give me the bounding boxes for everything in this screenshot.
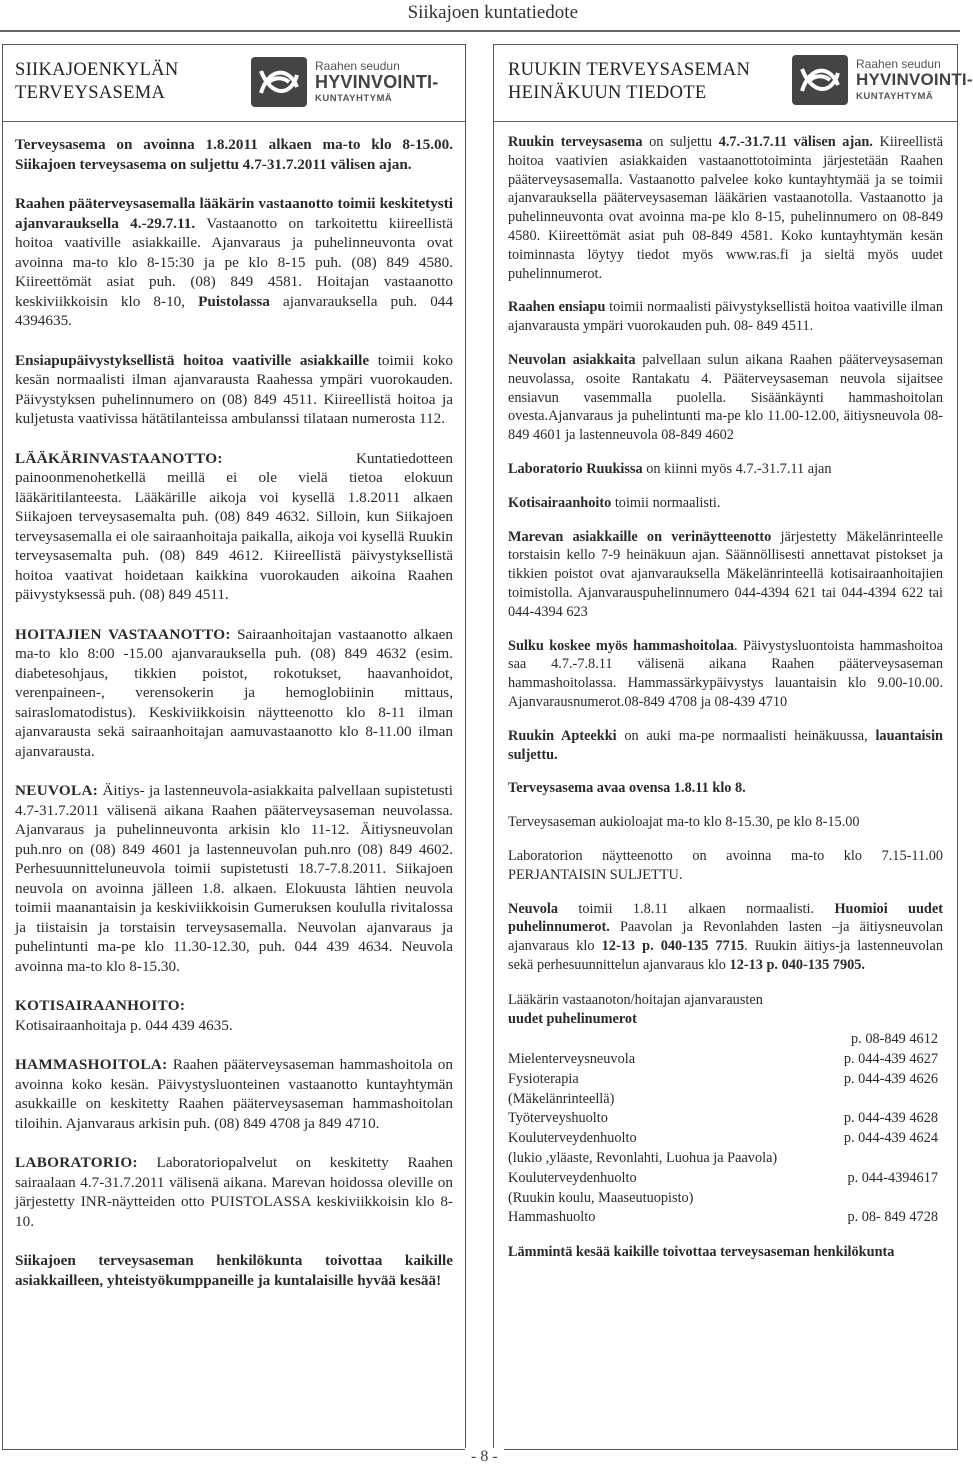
right-p3-text: palvellaan sulun aikana Raahen pääterveysaseman neuvolassa, osoite Rantakatu 4. Pääterveysaseman neuvola sijaitsee ensiavun vasemmalla puolella. Sisäänkäynti hammashoitolan ovesta.Ajanvaraus ja puhelintunti ma-pe klo 11.00-12.00, äitiysneuvola 08-849 4601 ja lastenneuvola 08-849 4602 [508,351,943,444]
right-p2 [508,298,943,336]
left-header [15,45,453,121]
phones-first-value: p. 08-849 4612 [851,1031,938,1048]
phone-name: Fysioterapia [508,1070,579,1087]
left-p2 [15,194,453,331]
phone-name: Kouluterveydenhuolto [508,1130,637,1147]
right-column [493,44,973,1450]
right-p5-bold: Kotisairaanhoito [508,494,612,511]
phone-row [508,1149,943,1169]
right-p2-bold: Raahen ensiapu [508,299,606,316]
right-p8-text: on auki ma-pe normaalisti heinäkuussa, [616,727,876,744]
left-p6-text: Äitiys- ja lastenneuvola-asiakkaita palvellaan supistetusti 4.7-31.7.2011 välisenä aikana Raahen pääterveysaseman neuvolassa. Ajanvaraus ja puhelinneuvonta arkisin klo 11-12. Äitiysneuvolan puh.nro on (08) 849 4601 ja lastenneuvolan puh.nro (08) 849 4602. Perhesuunnitteluneuvola toimii supistetusti 18.7-7.8.2011. Siikajoen neuvola on avoinna jälleen 1.8. alkaen. Elokuusta lähtien neuvola toimii maanantaisin ja keskiviikkoisin Gumeruksen koululla rivitalossa ja tiistaisin ja torstaisin terveysasemalla. Neuvolan ajanvaraus ja puhelintunti ma-pe klo 11.30-12.30, puh. 044 439 4634. Neuvola avoinna ma-to klo 8-15.30. [15,782,453,975]
phone-row [508,1129,943,1149]
left-p6-heading: NEUVOLA: [15,782,99,799]
logo-line3: KUNTAYHTYMÄ [315,93,393,104]
right-p12-bold: Neuvola [508,900,559,917]
left-p3-text: toimii koko kesän normaalisti ilman ajanvarausta Raahessa ympäri vuorokauden. Päivystyksen puhelinnumero on (08) 849 4511. Kiireellistä hoitoa ja kuljetusta vaativissa hätätilanteissa ambulanssi tilataan numerosta 112. [15,351,453,427]
phone-list [508,991,943,1229]
right-title [508,59,750,105]
right-p3-bold: Neuvolan asiakkaita [508,351,636,368]
right-closing: Lämmintä kesää kaikille toivottaa terveysaseman henkilökunta [508,1244,895,1261]
right-p7-text: . Päivystysluontoista hammashoitoa saa 4.7.-7.8.11 välisenä aikana Raahen pääterveysaseman hammashoitolassa. Hammassärkypäivystys lauantaisin klo 9.00-10.00. Ajanvarausnumerot.08-849 4708 ja 08-439 4710 [508,637,943,710]
phones-intro-bold: uudet puhelinumerot [508,1011,637,1028]
left-p8-heading: HAMMASHOITOLA: [15,1056,168,1073]
left-p7-text: Kotisairaanhoitaja p. 044 439 4635. [15,1016,233,1034]
phone-row [508,1050,943,1070]
left-p2-text2: ajanvarauksella puh. 044 4394635. [15,292,453,329]
right-p1-bold: Ruukin terveysasema [508,134,643,150]
left-title-line2: TERVEYSASEMA [15,83,166,103]
right-p12-bold4: 12-13 p. 040-135 7905. [729,956,865,973]
logo-line1: Raahen seudun [315,59,400,73]
left-p3-bold: Ensiapupäivystyksellistä hoitoa vaativille asiakkaille [15,351,370,369]
left-p4-text: Kuntatiedotteen painoonmenohetkellä meillä ei ole vielä tietoa elokuun lääkäritilanteesta. Lääkärille aikoja voi kysellä 1.8.2011 alkaen Siikajoen terveysasemalta puh. (08) 849 4632. Silloin, kun Siikajoen terveysasemalla ei ole sairaanhoitaja paikalla, aikoja voi kysellä Ruukin terveysasemalta puh. (08) 849 4612. Kiireellistä päivystyksellistä hoitoa vaativat hoidetaan kaikkina vuorokauden aikoina Raahen päivystyksessä puh. (08) 849 4511. [15,449,453,603]
phone-name: Työterveyshuolto [508,1110,608,1127]
right-p3 [508,351,943,445]
right-p9: Terveysasema avaa ovensa 1.8.11 klo 8. [508,780,746,797]
phone-value: p. 044-439 4627 [843,1051,938,1068]
right-header [508,45,973,121]
right-p10: Terveysaseman aukioloajat ma-to klo 8-15.30, pe klo 8-15.00 [508,814,860,831]
right-p7 [508,637,943,712]
phone-row [508,1090,943,1110]
right-p1-mid: on suljettu [642,134,719,150]
phone-value: p. 044-439 4626 [843,1070,938,1087]
left-title [15,59,179,105]
phones-intro: Lääkärin vastaanoton/hoitajan ajanvarausten [508,991,763,1008]
left-p3 [15,351,453,429]
header-rule [0,30,960,32]
phone-value: p. 044-439 4628 [843,1110,938,1127]
right-p8-bold2: lauantaisin suljettu. [508,727,943,763]
logo-line3: KUNTAYHTYMÄ [856,91,934,102]
left-p2-bold2: Puistolassa [198,292,270,310]
left-p2-text: Vastaanotto on tarkoitettu kiireellistä hoitoa vaativille asiakkaille. Ajanvaraus ja puhelinneuvonta ovat avoinna ma-to klo 8-15:30 ja pe klo 8-15 puh. (08) 849 4580. Kiireettömät asiat puh. (08) 849 4581. Hoitajan vastaanotto keskiviikkoisin klo 8-10, [15,214,453,310]
phone-row [508,1169,943,1189]
left-column [2,44,466,1450]
right-p2-text: toimii normaalisti päivystyksellistä hoitoa vaativille ilman ajanvarausta ympäri vuorokauden puh. 08- 849 4511. [508,299,944,335]
phone-rows [508,1050,943,1228]
right-p8 [508,727,943,765]
left-divider [3,121,465,122]
right-p1-bold2: 4.7.-31.7.11 välisen ajan. [718,134,873,150]
left-p5 [15,625,453,762]
right-p12-text-c: . Ruukin äitiys-ja lastenneuvolan sekä perhesuunnittelun ajanvaraus klo [508,938,943,973]
phone-row [508,1109,943,1129]
left-p9-text: Laboratoriopalvelut on keskitetty Raahen sairaalaan 4.7-31.7.2011 välisenä aikana. Marevan hoidossa oleville on järjestetty INR-näytteiden otto PUISTOLASSA keskiviikkoisin klo 8-10. [15,1154,453,1230]
left-title-line1: SIIKAJOENKYLÄN [15,60,179,80]
right-p5-text: toimii normaalisti. [611,494,721,511]
right-title-line1: RUUKIN TERVEYSASEMAN [508,60,751,80]
phone-name: Kouluterveydenhuolto [508,1169,637,1186]
left-p6 [15,781,453,976]
phone-name: (Mäkelänrinteellä) [508,1090,615,1107]
left-p9-heading: LABORATORIO: [15,1154,138,1171]
left-p5-heading: HOITAJIEN VASTAANOTTO: [15,625,231,643]
phone-value: p. 044-4394617 [847,1169,938,1186]
right-p12-text-a: toimii 1.8.11 alkaen normaalisti. [558,900,835,917]
header-title: Siikajoen kuntatiedote [407,2,578,23]
left-p8 [15,1055,453,1133]
right-p6 [508,528,943,622]
right-p1 [508,133,943,283]
right-p1-text: Kiireellistä hoitoa vaativien asiakkaiden vastaanottotoiminta järjestetään Raahen pääterveysasemalla. Vastaanotto palvelee koko kuntayhtymää ja se toimii ajanvarauksella pääterveysaseman lääkärien vastaanotolla. Vastaanotto ja puhelinneuvonta ovat avoinna ma-pe klo 8-15, puhelinnumero on 08-849 4580. Kiireettömät asiat puh 08-849 4581. Koko kuntayhtymän kesän toiminnasta löytyy tiedot myös www.ras.fi ja sieltä myös uudet puhelinnumerot. [508,134,944,282]
logo-line2: HYVINVOINTI- [856,70,973,89]
right-title-line2: HEINÄKUUN TIEDOTE [508,83,707,103]
left-p7 [15,996,453,1035]
phone-value: p. 044-439 4624 [843,1130,938,1147]
right-p5 [508,494,943,513]
phone-name: (lukio ,yläaste, Revonlahti, Luohua ja Paavola) [508,1150,778,1167]
right-p6-text: järjestetty Mäkelänrinteelle torstaisin kello 7-9 heinäkuun ajan. Säännöllisesti annettavat pistokset ja tikkien poistot ovat ajanvarauksella Mäkelänrinteellä kotisairaanhoitajien toimistolla. Ajanvarauspuhelinnumero 044-4394 621 tai 044-4394 622 tai 044-4394 623 [508,528,943,620]
phone-name: Hammashuolto [508,1209,596,1226]
phone-name: (Ruukin koulu, Maaseutuopisto) [508,1189,694,1206]
phone-name: Mielenterveysneuvola [508,1051,636,1068]
phones-first-row [508,1030,943,1050]
right-p4-bold: Laboratorio Ruukissa [508,460,643,477]
right-p12 [508,900,943,975]
left-p4 [15,449,453,605]
phone-row [508,1208,943,1228]
left-p8-text: Raahen pääterveysaseman hammashoitola on avoinna koko kesän. Päivystysluonteinen vastaanotto kuntayhtymän asukkaille on keskitetty Raahen pääterveysaseman hammashoitolan tiloihin. Ajanvaraus arkisin puh. (08) 849 4708 ja 849 4710. [15,1056,453,1132]
hyvinvointi-logo [251,57,447,107]
right-p7-bold: Sulku koskee myös hammashoitolaa [508,637,734,654]
phone-row [508,1189,943,1209]
left-p7-heading: KOTISAIRAANHOITO: [15,997,186,1014]
right-p12-bold3: 12-13 p. 040-135 7715 [601,938,745,955]
right-p12-bold2: Huomioi uudet puhelinnumerot. [508,900,943,936]
right-p6-bold: Marevan asiakkaille on verinäytteenotto [508,528,772,545]
left-p10: Siikajoen terveysaseman henkilökunta toivottaa kaikille asiakkailleen, yhteistyökumppaneille ja kuntalaisille hyvää kesää! [15,1252,453,1289]
phone-value: p. 08- 849 4728 [847,1209,938,1226]
logo-line1: Raahen seudun [856,57,941,71]
right-p8-bold: Ruukin Apteekki [508,727,617,744]
right-p4 [508,460,943,479]
left-p9 [15,1153,453,1231]
left-p5-text: Sairaanhoitajan vastaanotto alkaen ma-to klo 8:00 -15.00 ajanvarauksella puh. (08) 849 4632 (esim. diabetesohjaus, tikkien poistot, rokotukset, haavanhoidot, verenpaineen-, verensokerin ja hemoglobiinin mittaus, sairaslomatodistus). Keskiviikkoisin näytteenotto klo 8-11 ilman ajanvarausta sekä sairaanhoitajan aamuvastaanotto klo 8-11.00 ilman ajanvarausta. [15,625,453,760]
right-divider [494,121,957,122]
knot-icon [251,57,307,107]
knot-icon [792,55,848,105]
left-p2-bold: Raahen pääterveysasemalla lääkärin vastaanotto toimii keskitetysti ajanvarauksella 4.-29.7.11. [15,195,453,232]
hyvinvointi-logo-right [792,55,972,105]
right-p4-text: on kiinni myös 4.7.-31.7.11 ajan [642,460,832,477]
phone-row [508,1070,943,1090]
logo-line2: HYVINVOINTI- [315,72,439,92]
left-p1: Terveysasema on avoinna 1.8.2011 alkaen ma-to klo 8-15.00. Siikajoen terveysasema on suljettu 4.7-31.7.2011 välisen ajan. [15,136,453,173]
left-p4-heading: LÄÄKÄRINVASTAANOTTO: [15,449,223,467]
page-number: - 8 - [465,1448,504,1466]
right-p11: Laboratorion näytteenotto on avoinna ma-to klo 7.15-11.00 PERJANTAISIN SULJETTU. [508,847,943,883]
right-p12-text-b: Paavolan ja Revonlahden lasten –ja äitiysneuvolan ajanvaraus klo [508,919,943,955]
